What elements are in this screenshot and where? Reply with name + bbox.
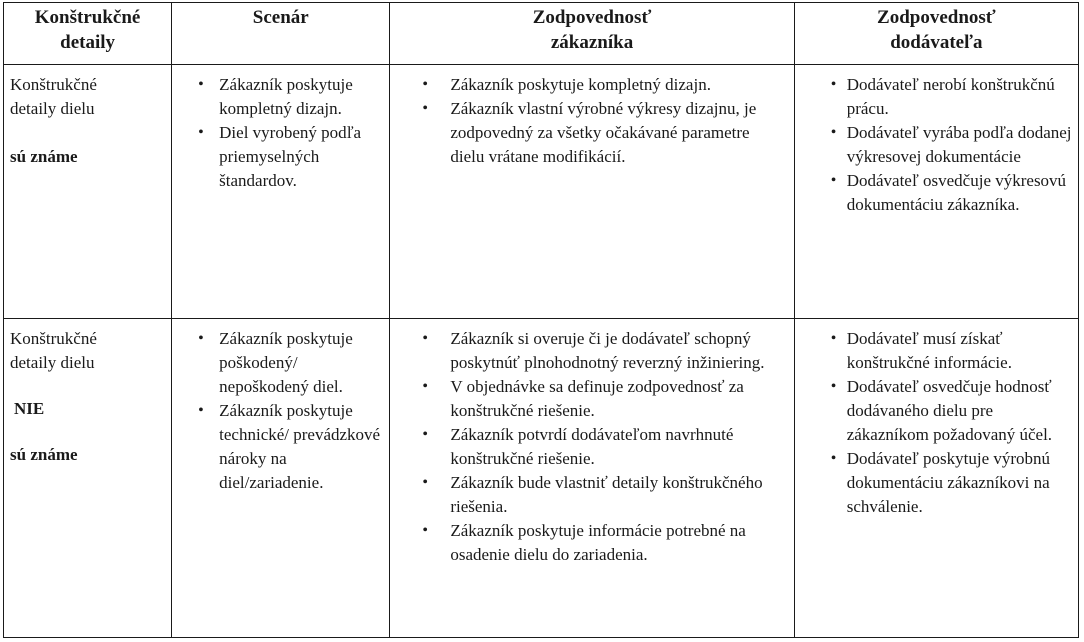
row2-supplier	[794, 319, 1078, 638]
list-item: • Zákazník vlastní výrobné výkresy dizajnu, je zodpovedný za všetky očakávané parametre dielu vrátane modifikácií.	[422, 97, 787, 169]
header-row	[4, 3, 1079, 65]
responsibility-table	[3, 2, 1079, 638]
list-item: • Zákazník poskytuje technické/ prevádzkové nároky na diel/zariadenie.	[198, 399, 383, 495]
header-supplier	[794, 3, 1078, 65]
row1-details-line1: Konštrukčné	[10, 75, 97, 94]
row1-customer	[390, 65, 794, 319]
row2-scenario	[172, 319, 390, 638]
list-item: • Zákazník poskytuje kompletný dizajn.	[422, 73, 787, 97]
list-item: • Dodávateľ musí získať konštrukčné informácie.	[831, 327, 1072, 375]
row2-customer	[390, 319, 794, 638]
header-scenario	[172, 3, 390, 65]
header-details-line1: Konštrukčné	[34, 7, 141, 28]
list-item: • Dodávateľ nerobí konštrukčnú prácu.	[831, 73, 1072, 121]
row1-supplier	[794, 65, 1078, 319]
row1-details	[4, 65, 172, 319]
header-customer-line2: zákazníka	[550, 32, 634, 53]
list-item: • Zákazník bude vlastniť detaily konštrukčného riešenia.	[422, 471, 787, 519]
header-details	[4, 3, 172, 65]
list-item: • Zákazník poskytuje informácie potrebné na osadenie dielu do zariadenia.	[422, 519, 787, 567]
row2-details-negation: NIE	[14, 399, 45, 418]
row2-details-line2: detaily dielu	[10, 353, 95, 372]
row2-details	[4, 319, 172, 638]
header-details-line2: detaily	[60, 32, 116, 53]
row1-details-line2: detaily dielu	[10, 99, 95, 118]
row2-details-status: sú známe	[10, 445, 78, 464]
list-item: • Dodávateľ osvedčuje výkresovú dokumentáciu zákazníka.	[831, 169, 1072, 217]
table-row	[4, 65, 1079, 319]
row2-details-line1: Konštrukčné	[10, 329, 97, 348]
header-customer-line1: Zodpovednosť	[532, 7, 652, 28]
list-item: • Zákazník si overuje či je dodávateľ schopný poskytnúť plnohodnotný reverzný inžiniering.	[422, 327, 787, 375]
list-item: • Diel vyrobený podľa priemyselných štandardov.	[198, 121, 383, 193]
header-supplier-line2: dodávateľa	[890, 32, 983, 53]
list-item: • Dodávateľ vyrába podľa dodanej výkresovej dokumentácie	[831, 121, 1072, 169]
row1-scenario	[172, 65, 390, 319]
header-supplier-line1: Zodpovednosť	[877, 7, 996, 28]
header-customer	[390, 3, 794, 65]
header-scenario-label: Scenár	[252, 7, 309, 28]
list-item: • Dodávateľ poskytuje výrobnú dokumentáciu zákazníkovi na schválenie.	[831, 447, 1072, 519]
list-item: • Zákazník poskytuje kompletný dizajn.	[198, 73, 383, 121]
list-item: • V objednávke sa definuje zodpovednosť za konštrukčné riešenie.	[422, 375, 787, 423]
row1-details-status: sú známe	[10, 147, 78, 166]
list-item: • Dodávateľ osvedčuje hodnosť dodávaného dielu pre zákazníkom požadovaný účel.	[831, 375, 1072, 447]
list-item: • Zákazník potvrdí dodávateľom navrhnuté konštrukčné riešenie.	[422, 423, 787, 471]
table-row	[4, 319, 1079, 638]
list-item: • Zákazník poskytuje poškodený/ nepoškodený diel.	[198, 327, 383, 399]
